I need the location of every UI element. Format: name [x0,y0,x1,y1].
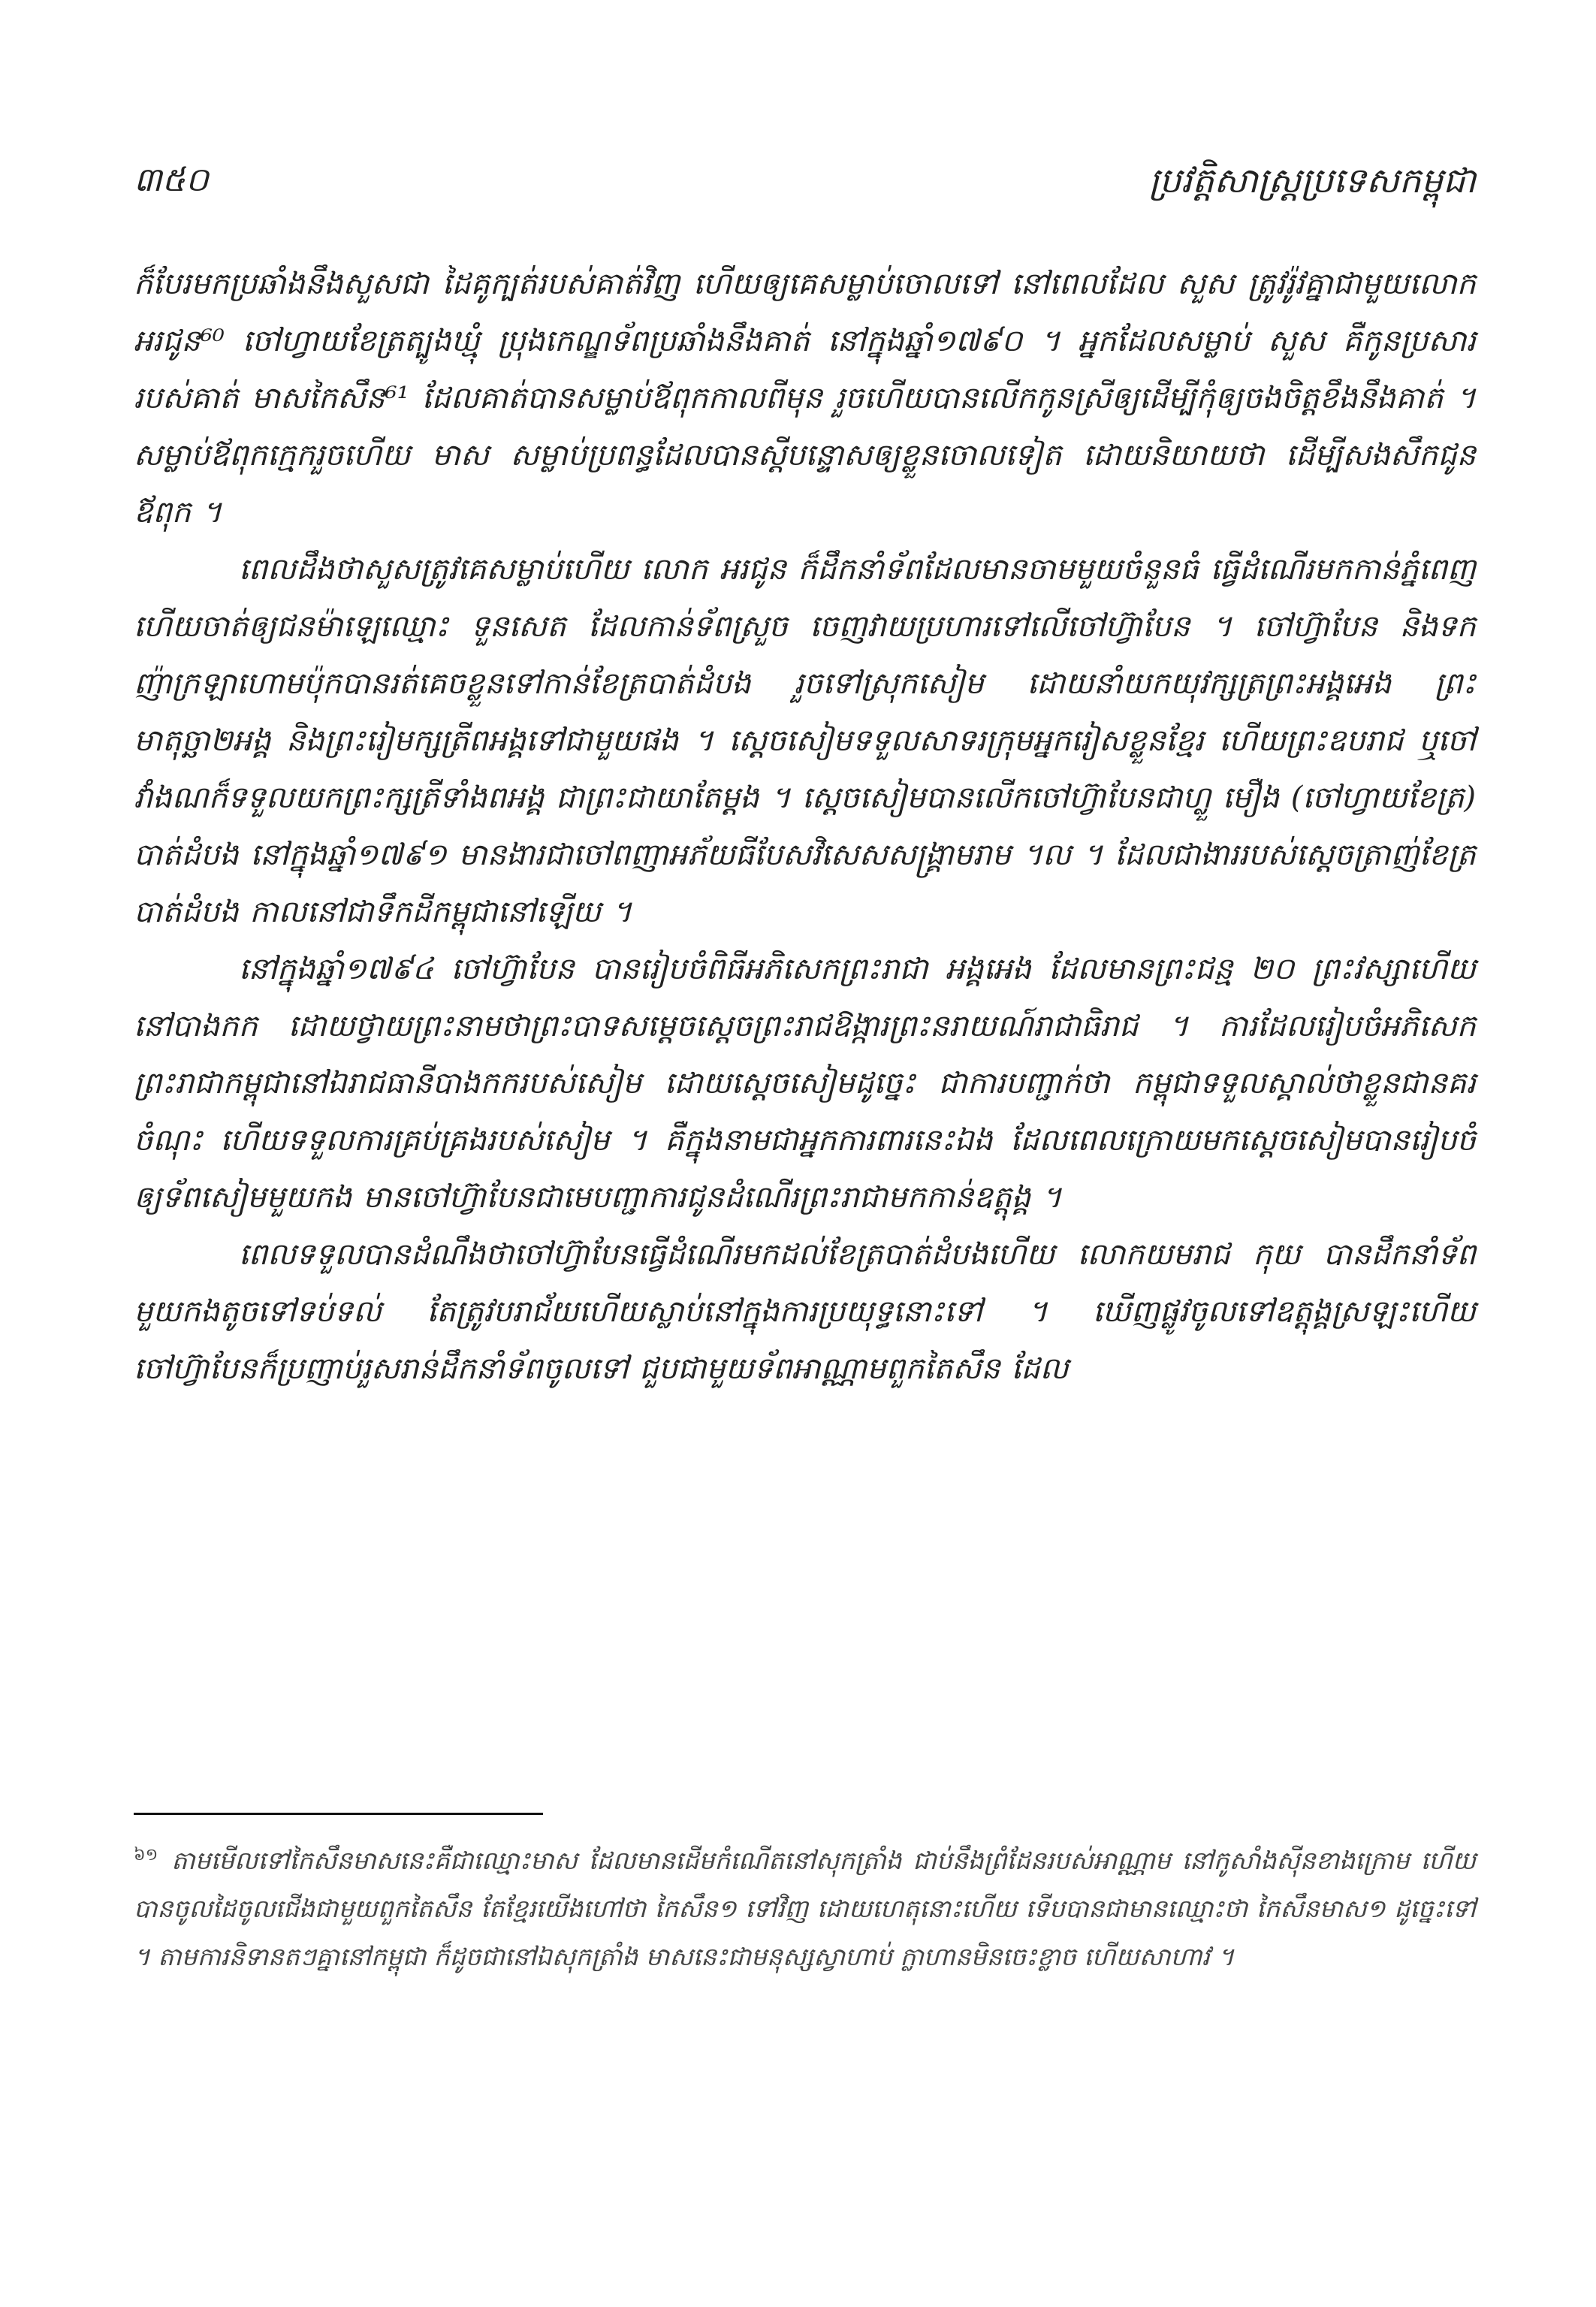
paragraph-3: នៅក្នុងឆ្នាំ១៧៩៤ ចៅហ្វ៊ាបែន បានរៀបចំពិធីអភិសេកព្រះរាជា អង្គអេង ដែលមានព្រះជន្ម ២០ ព្រះវស្សាហើយ នៅបាងកក ដោយថ្វាយព្រះនាមថាព្រះបាទសម្តេចស្តេចព្រះរាជឱង្ការព្រះនរាយណ៍រាជាធិរាជ ។ ការដែលរៀបចំអភិសេកព្រះរាជាកម្ពុជានៅឯរាជធានីបាងកករបស់សៀម ដោយស្តេចសៀមដូច្នេះ ជាការបញ្ជាក់ថា កម្ពុជាទទួលស្គាល់ថាខ្លួនជានគរចំណុះ ហើយទទួលការគ្រប់គ្រងរបស់សៀម ។ គឺក្នុងនាមជាអ្នកការពារនេះឯង ដែលពេលក្រោយមកស្តេចសៀមបានរៀបចំឲ្យទ័ពសៀមមួយកង មានចៅហ្វ៊ាបែនជាមេបញ្ជាការជូនដំណើរព្រះរាជាមកកាន់ឧត្តុង្គ ។ [134,952,1477,1215]
page-number: ៣៥០ [134,161,209,199]
paragraph-1: ក៏បែរមកប្រឆាំងនឹងសួសជា ដៃគូក្បត់របស់គាត់វិញ ហើយឲ្យគេសម្លាប់ចោលទៅ នៅពេលដែល សួស ត្រូវរ៉ូវគ្នាជាមួយលោក អរជូន⁶⁰ ចៅហ្វាយខែត្រត្បូងឃ្មុំ ប្រុងកេណ្ឌទ័ពប្រឆាំងនឹងគាត់ នៅក្នុងឆ្នាំ១៧៩០ ។ អ្នកដែលសម្លាប់ សួស គឺកូនប្រសាររបស់គាត់ មាសកៃសឹន⁶¹ ដែលគាត់បានសម្លាប់ឪពុកកាលពីមុន រួចហើយបានលើកកូនស្រីឲ្យដើម្បីកុំឲ្យចងចិត្តខឹងនឹងគាត់ ។ សម្លាប់ឪពុកក្មេករួចហើយ មាស សម្លាប់ប្រពន្ធដែលបានស្តីបន្ទោសឲ្យខ្លួនចោលទៀត ដោយនិយាយថា ដើម្បីសងសឹកជូនឪពុក ។ [134,267,1476,530]
footnote-divider [134,1813,543,1815]
footnote-text: តាមមើលទៅកៃសឹនមាសនេះគឺជាឈ្មោះមាស ដែលមានដើមកំណើតនៅសុកត្រាំង ជាប់នឹងព្រំដែនរបស់អាណ្ណាម នៅកូសាំងស៊ីនខាងក្រោម ហើយបានចូលដៃចូលជើងជាមួយពួកតៃសឹន តែខ្មែរយើងហៅថា កៃសឹន១ ទៅវិញ ដោយហេតុនោះហើយ ទើបបានជាមានឈ្មោះថា កៃសឹនមាស១ ដូច្នេះទៅ ។ តាមការនិទានតៗគ្នានៅកម្ពុជា ក៏ដូចជានៅឯសុកត្រាំង មាសនេះជាមនុស្សស្វាហាប់ ក្លាហានមិនចេះខ្លាច ហើយសាហាវ ។ [134,1846,1476,1971]
footnote-marker: ៦១ [134,1846,158,1865]
footnote [134,1837,1476,1981]
page-header [134,158,1476,210]
paragraph-2: ពេលដឹងថាសួសត្រូវគេសម្លាប់ហើយ លោក អរជូន ក៏ដឹកនាំទ័ពដែលមានចាមមួយចំនួនធំ ធ្វើដំណើរមកកាន់ភ្នំពេញ ហើយចាត់ឲ្យជនម៉ាឡេឈ្មោះ ទួនសេត ដែលកាន់ទ័ពស្រួច ចេញវាយប្រហារទៅលើចៅហ្វ៊ាបែន ។ ចៅហ្វ៊ាបែន និងទកញ៉ាក្រឡាហោមប៉ុកបានរត់គេចខ្លួនទៅកាន់ខែត្របាត់ដំបង រួចទៅស្រុកសៀម ដោយនាំយកយុវក្សត្រព្រះអង្គអេង ព្រះមាតុច្ឆា២អង្គ និងព្រះរៀមក្សត្រីពអង្គទៅជាមួយផង ។ ស្តេចសៀមទទួលសាទរក្រុមអ្នករៀសខ្លួនខ្មែរ ហើយព្រះឧបរាជ ឬចៅវាំងណក៏ទទួលយកព្រះក្សត្រីទាំងពអង្គ ជាព្រះជាយាតែម្តង ។ ស្តេចសៀមបានលើកចៅហ្វ៊ាបែនជាហ្លួ មឿង (ចៅហ្វាយខែត្រ) បាត់ដំបង នៅក្នុងឆ្នាំ១៧៩១ មានងារជាចៅពញាអភ័យធីបែសវិសេសសង្គ្រាមរាម ។ល ។ ដែលជាងាររបស់ស្តេចត្រាញ់ខែត្របាត់ដំបង កាលនៅជាទឹកដីកម្ពុជានៅឡើយ ។ [134,552,1476,929]
paragraph-4: ពេលទទួលបានដំណឹងថាចៅហ្វ៊ាបែនធ្វើដំណើរមកដល់ខែត្របាត់ដំបងហើយ លោកយមរាជ កុយ បានដឹកនាំទ័ពមួយកងតូចទៅទប់ទល់ តែត្រូវបរាជ័យហើយស្លាប់នៅក្នុងការប្រយុទ្ធនោះទៅ ។ ឃើញផ្លូវចូលទៅឧត្តុង្គស្រឡះហើយ ចៅហ្វ៊ាបែនក៏ប្រញាប់រួសរាន់ដឹកនាំទ័ពចូលទៅ ជួបជាមួយទ័ពអាណ្ណាមពួកតៃសឹន ដែល [134,1237,1476,1386]
body-text [134,255,1476,1397]
running-title: ប្រវត្តិសាស្ត្រប្រទេសកម្ពុជា [1148,160,1476,201]
